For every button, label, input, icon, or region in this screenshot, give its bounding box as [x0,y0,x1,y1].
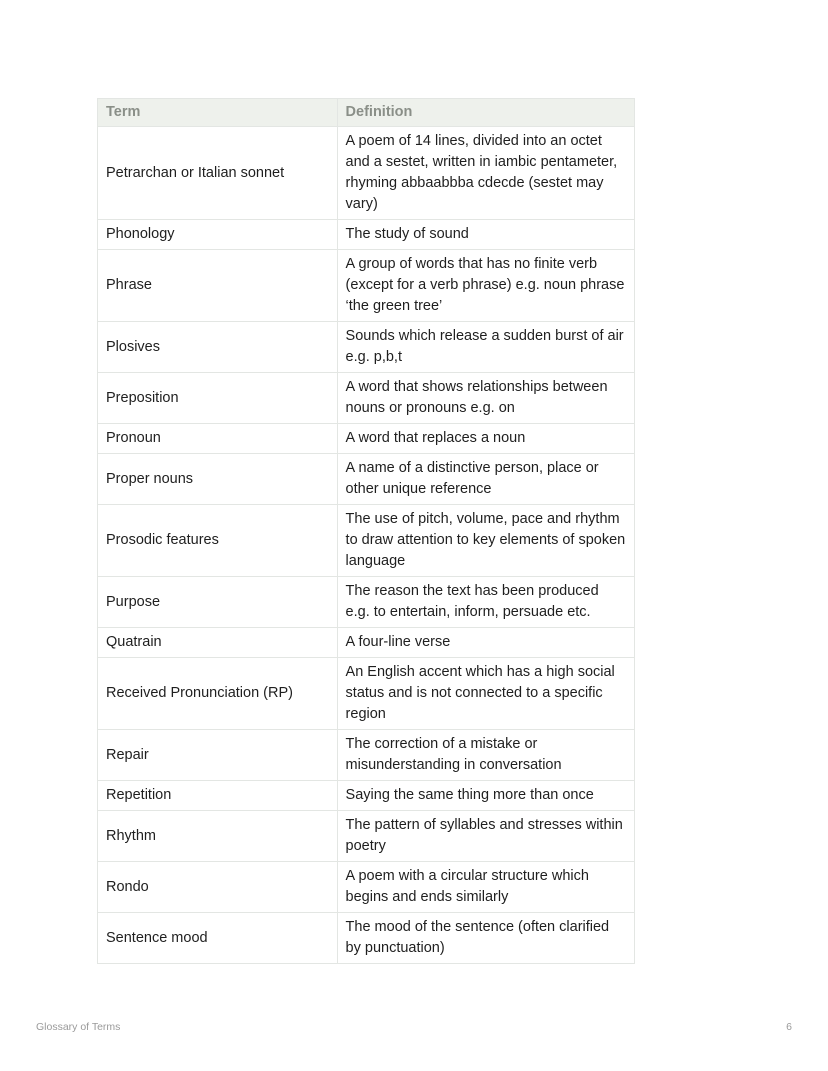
definition-cell: The mood of the sentence (often clarified by punctuation) [337,913,634,964]
term-cell: Plosives [98,322,338,373]
term-cell: Prosodic features [98,505,338,577]
term-cell: Rhythm [98,811,338,862]
table-row [98,127,635,220]
table-header-row [98,99,635,127]
term-cell: Repetition [98,781,338,811]
table-row [98,811,635,862]
definition-cell: The use of pitch, volume, pace and rhythm to draw attention to key elements of spoken language [337,505,634,577]
term-cell: Repair [98,730,338,781]
table-row [98,628,635,658]
term-cell: Pronoun [98,424,338,454]
table-row [98,781,635,811]
term-cell: Sentence mood [98,913,338,964]
definition-cell: A poem with a circular structure which begins and ends similarly [337,862,634,913]
term-cell: Purpose [98,577,338,628]
definition-cell: A word that shows relationships between nouns or pronouns e.g. on [337,373,634,424]
definition-cell: A group of words that has no finite verb (except for a verb phrase) e.g. noun phrase ‘the green tree’ [337,250,634,322]
table-row [98,862,635,913]
glossary-table [97,98,635,964]
column-header-definition: Definition [337,99,634,127]
term-cell: Phonology [98,220,338,250]
term-cell: Preposition [98,373,338,424]
definition-cell: Saying the same thing more than once [337,781,634,811]
table-row [98,250,635,322]
definition-cell: A name of a distinctive person, place or other unique reference [337,454,634,505]
definition-cell: The correction of a mistake or misunderstanding in conversation [337,730,634,781]
term-cell: Quatrain [98,628,338,658]
table-row [98,658,635,730]
definition-cell: A four-line verse [337,628,634,658]
definition-cell: The pattern of syllables and stresses within poetry [337,811,634,862]
definition-cell: Sounds which release a sudden burst of air e.g. p,b,t [337,322,634,373]
table-row [98,454,635,505]
term-cell: Rondo [98,862,338,913]
term-cell: Phrase [98,250,338,322]
table-row [98,913,635,964]
term-cell: Received Pronunciation (RP) [98,658,338,730]
column-header-term: Term [98,99,338,127]
table-row [98,424,635,454]
definition-cell: A poem of 14 lines, divided into an octet and a sestet, written in iambic pentameter, rhyming abbaabbba cdecde (sestet may vary) [337,127,634,220]
definition-cell: The reason the text has been produced e.g. to entertain, inform, persuade etc. [337,577,634,628]
table-row [98,577,635,628]
table-row [98,505,635,577]
table-row [98,373,635,424]
table-row [98,730,635,781]
term-cell: Proper nouns [98,454,338,505]
definition-cell: An English accent which has a high social status and is not connected to a specific region [337,658,634,730]
definition-cell: A word that replaces a noun [337,424,634,454]
term-cell: Petrarchan or Italian sonnet [98,127,338,220]
footer-document-title: Glossary of Terms [36,1021,121,1033]
definition-cell: The study of sound [337,220,634,250]
table-row [98,322,635,373]
table-row [98,220,635,250]
footer-page-number: 6 [786,1021,792,1033]
